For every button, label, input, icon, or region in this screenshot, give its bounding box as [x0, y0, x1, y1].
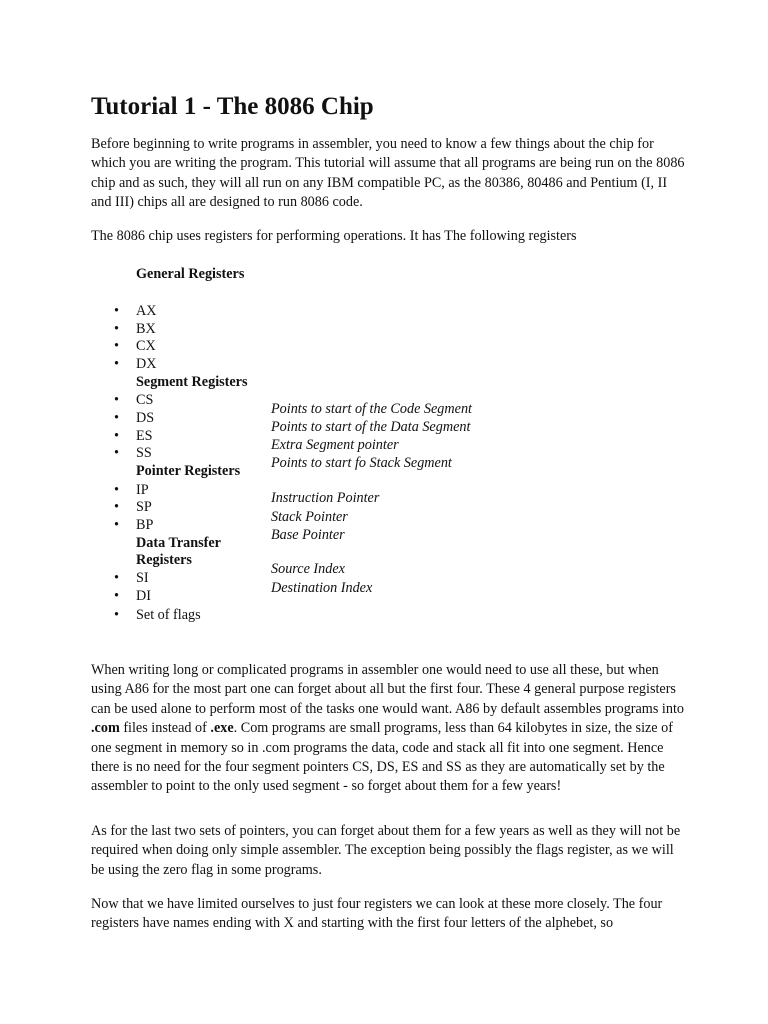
- bullet-icon: •: [114, 445, 119, 461]
- bullet-icon: •: [114, 607, 119, 623]
- register-name: DX: [136, 356, 157, 372]
- bullet-icon: •: [114, 392, 119, 408]
- bullet-icon: •: [114, 321, 119, 337]
- desc-bp: Base Pointer: [271, 527, 345, 543]
- register-name: IP: [136, 482, 149, 498]
- data-transfer-heading-line-2: Registers: [136, 552, 192, 568]
- register-name: BX: [136, 321, 156, 337]
- bullet-icon: •: [114, 482, 119, 498]
- general-registers-heading: General Registers: [136, 266, 245, 282]
- bullet-icon: •: [114, 303, 119, 319]
- segment-registers-heading: Segment Registers: [136, 374, 248, 390]
- register-name: AX: [136, 303, 157, 319]
- bullet-icon: •: [114, 570, 119, 586]
- bullet-icon: •: [114, 410, 119, 426]
- register-name: CX: [136, 338, 156, 354]
- com-extension: .com: [91, 720, 120, 737]
- data-transfer-heading-line-1: Data Transfer: [136, 535, 221, 551]
- register-name: SI: [136, 570, 149, 586]
- register-name: SS: [136, 445, 152, 461]
- register-name: SP: [136, 499, 152, 515]
- a86-paragraph: [91, 661, 686, 797]
- bullet-icon: •: [114, 517, 119, 533]
- register-name: BP: [136, 517, 154, 533]
- page-title: Tutorial 1 - The 8086 Chip: [91, 93, 374, 120]
- bullet-icon: •: [114, 428, 119, 444]
- bullet-icon: •: [114, 356, 119, 372]
- bullet-icon: •: [114, 499, 119, 515]
- register-name: DI: [136, 588, 151, 604]
- register-name: DS: [136, 410, 155, 426]
- desc-ss: Points to start fo Stack Segment: [271, 455, 452, 471]
- pointers-paragraph: As for the last two sets of pointers, you can forget about them for a few years as well as they will not be required when doing only simple assembler. The exception being possibly the flags register, as we will be using the zero flag in some programs.: [91, 823, 681, 878]
- desc-es: Extra Segment pointer: [271, 437, 399, 453]
- a86-text-part-3: . Com programs are small programs, less than 64 kilobytes in size, the size of one segment in memory so in .com programs the data, code and stack all fit into one segment. Hence there is no need for the four segment pointers CS, DS, ES and SS as they are automatically set by the assembler to point to the only used segment - so forget about them for a few years!: [91, 720, 673, 795]
- desc-ds: Points to start of the Data Segment: [271, 419, 471, 435]
- register-name: ES: [136, 428, 153, 444]
- intro-paragraph: Before beginning to write programs in assembler, you need to know a few things about the chip for which you are writing the program. This tutorial will assume that all programs are being run on the 8086 chip and as such, they will all run on any IBM compatible PC, as the 80386, 80486 and Pentium (I, II and III) chips all are designed to run 8086 code.: [91, 136, 685, 211]
- desc-cs: Points to start of the Code Segment: [271, 401, 472, 417]
- bullet-icon: •: [114, 588, 119, 604]
- bullet-icon: •: [114, 338, 119, 354]
- a86-text-part-1: When writing long or complicated programs in assembler one would need to use all these, but when using A86 for the most part one can forget about all but the first four. These 4 general purpose registers can be used alone to perform most of the tasks one would want. A86 by default assembles programs into: [91, 662, 684, 717]
- desc-sp: Stack Pointer: [271, 509, 348, 525]
- exe-extension: .exe: [210, 720, 234, 737]
- four-registers-paragraph: Now that we have limited ourselves to just four registers we can look at these more closely. The four registers have names ending with X and starting with the first four letters of the alphebet, so: [91, 896, 663, 932]
- desc-di: Destination Index: [271, 580, 373, 596]
- registers-intro-paragraph: The 8086 chip uses registers for performing operations. It has The following registers: [91, 228, 577, 244]
- register-name: CS: [136, 392, 154, 408]
- desc-si: Source Index: [271, 561, 345, 577]
- pointer-registers-heading: Pointer Registers: [136, 463, 241, 479]
- a86-text-part-2: files instead of: [119, 720, 211, 737]
- register-name: Set of flags: [136, 607, 201, 623]
- desc-ip: Instruction Pointer: [271, 490, 380, 506]
